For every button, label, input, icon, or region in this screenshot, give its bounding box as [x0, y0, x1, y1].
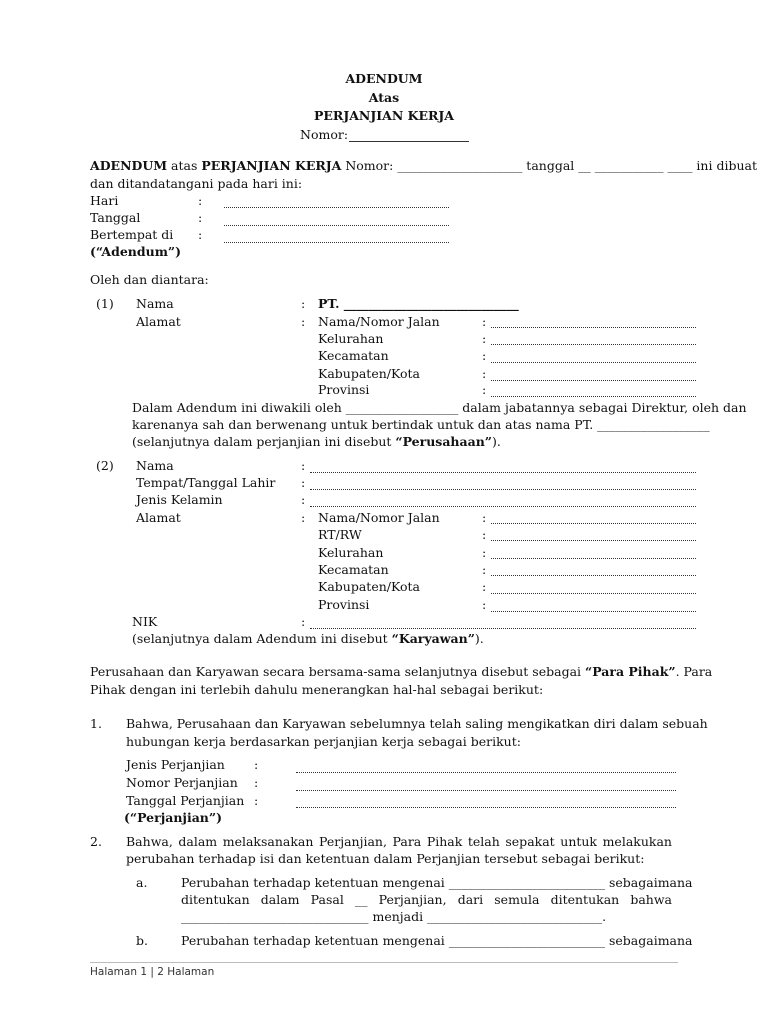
party2-kabupaten-field[interactable] — [491, 593, 696, 594]
party2-nik-field[interactable] — [310, 628, 696, 629]
colon: : — [301, 458, 306, 473]
nomor-label: Nomor: — [300, 127, 349, 142]
colon: : — [482, 382, 487, 397]
party1-paragraph-line-1: Dalam Adendum ini diwakili oleh __________________ dalam jabatannya sebagai Direktur, oleh dan — [132, 400, 747, 415]
intro-line-2: dan ditandatangani pada hari ini: — [90, 176, 303, 191]
jenis-perjanjian-field[interactable] — [296, 772, 676, 773]
party2-address-label: Kecamatan — [318, 562, 389, 577]
item1-field-label: Nomor Perjanjian — [126, 775, 238, 790]
colon: : — [482, 510, 487, 525]
tanggal-perjanjian-field[interactable] — [296, 807, 676, 808]
doc-atas: Atas — [368, 90, 400, 105]
party1-nama-label: Nama — [136, 296, 174, 311]
hari-field[interactable] — [224, 207, 449, 208]
party1-address-label: Kecamatan — [318, 348, 389, 363]
party2-field-label: Tempat/Tanggal Lahir — [136, 475, 276, 490]
colon: : — [482, 314, 487, 329]
colon: : — [482, 366, 487, 381]
colon: : — [301, 296, 306, 311]
para-pihak-line-1: Perusahaan dan Karyawan secara bersama-sama selanjutnya disebut sebagai “Para Pihak”. Para — [90, 664, 713, 679]
party2-alamat-label: Alamat — [136, 510, 181, 525]
party2-number: (2) — [96, 458, 114, 473]
party2-rtrw-field[interactable] — [491, 540, 696, 541]
party2-nama-field[interactable] — [310, 472, 696, 473]
party2-address-label: Kabupaten/Kota — [318, 579, 420, 594]
party1-paragraph-line-3: (selanjutnya dalam perjanjian ini disebut “Perusahaan”). — [132, 434, 501, 449]
party1-address-label: Nama/Nomor Jalan — [318, 314, 440, 329]
party2-jalan-field[interactable] — [491, 523, 696, 524]
party1-nama-value: PT. ____________________________ — [318, 296, 519, 311]
colon: : — [254, 775, 259, 790]
footer-divider — [90, 962, 678, 963]
doc-subtitle: PERJANJIAN KERJA — [314, 108, 454, 123]
nomor-perjanjian-field[interactable] — [296, 790, 676, 791]
adendum-defined: (“Adendum”) — [90, 244, 182, 259]
field-label-tanggal: Tanggal — [90, 210, 141, 225]
colon: : — [254, 793, 259, 808]
colon: : — [482, 597, 487, 612]
item-number: 1. — [90, 716, 102, 731]
subitem-letter: a. — [136, 875, 148, 890]
party2-field-label: Jenis Kelamin — [136, 492, 223, 507]
bertempat-field[interactable] — [224, 242, 449, 243]
field-colon: : — [198, 210, 203, 225]
colon: : — [301, 510, 306, 525]
field-colon: : — [198, 227, 203, 242]
party1-kabupaten-field[interactable] — [491, 380, 696, 381]
intro-line-1: ADENDUM atas PERJANJIAN KERJA Nomor: ____________________ tanggal __ ___________ ____ ini dibuat — [90, 158, 757, 173]
party1-provinsi-field[interactable] — [491, 396, 696, 397]
party2-nik-label: NIK — [132, 614, 158, 629]
field-colon: : — [198, 193, 203, 208]
party1-address-label: Provinsi — [318, 382, 370, 397]
item-number: 2. — [90, 834, 102, 849]
oleh-text: Oleh dan diantara: — [90, 272, 209, 287]
tanggal-field[interactable] — [224, 225, 449, 226]
nomor-blank[interactable] — [349, 141, 469, 142]
field-label-bertempat: Bertempat di — [90, 227, 174, 242]
party2-provinsi-field[interactable] — [491, 611, 696, 612]
party2-closing: (selanjutnya dalam Adendum ini disebut “Karyawan”). — [132, 631, 484, 646]
party2-address-label: Provinsi — [318, 597, 370, 612]
subitem-a-line-1: Perubahan terhadap ketentuan mengenai _________________________ sebagaimana — [181, 875, 693, 890]
para-pihak-line-2: Pihak dengan ini terlebih dahulu menerangkan hal-hal sebagai berikut: — [90, 682, 544, 697]
colon: : — [301, 492, 306, 507]
party2-kecamatan-field[interactable] — [491, 575, 696, 576]
party1-address-label: Kabupaten/Kota — [318, 366, 420, 381]
party1-jalan-field[interactable] — [491, 327, 696, 328]
party2-address-label: Kelurahan — [318, 545, 384, 560]
party1-address-label: Kelurahan — [318, 331, 384, 346]
subitem-a-line-2: ditentukan dalam Pasal __ Perjanjian, dari semula ditentukan bahwa — [181, 892, 672, 907]
party2-field-label: Nama — [136, 458, 174, 473]
party2-jenis-kelamin-field[interactable] — [310, 506, 696, 507]
subitem-b-line-1: Perubahan terhadap ketentuan mengenai _________________________ sebagaimana — [181, 933, 693, 948]
colon: : — [482, 331, 487, 346]
party1-kelurahan-field[interactable] — [491, 344, 696, 345]
colon: : — [482, 527, 487, 542]
page-footer: Halaman 1 | 2 Halaman — [90, 966, 215, 978]
colon: : — [482, 562, 487, 577]
subitem-a-line-3: ______________________________ menjadi ____________________________. — [181, 909, 607, 924]
party2-ttl-field[interactable] — [310, 489, 696, 490]
item2-line-1: Bahwa, dalam melaksanakan Perjanjian, Para Pihak telah sepakat untuk melakukan — [126, 834, 672, 849]
field-label-hari: Hari — [90, 193, 119, 208]
party1-alamat-label: Alamat — [136, 314, 181, 329]
item1-field-label: Jenis Perjanjian — [126, 757, 225, 772]
colon: : — [301, 475, 306, 490]
subitem-letter: b. — [136, 933, 148, 948]
colon: : — [482, 579, 487, 594]
party2-address-label: Nama/Nomor Jalan — [318, 510, 440, 525]
colon: : — [254, 757, 259, 772]
party1-number: (1) — [96, 296, 114, 311]
party2-kelurahan-field[interactable] — [491, 558, 696, 559]
item2-line-2: perubahan terhadap isi dan ketentuan dalam Perjanjian tersebut sebagai berikut: — [126, 851, 645, 866]
party2-address-label: RT/RW — [318, 527, 362, 542]
doc-title: ADENDUM — [345, 71, 423, 86]
item1-line-2: hubungan kerja berdasarkan perjanjian kerja sebagai berikut: — [126, 734, 521, 749]
perjanjian-defined: (“Perjanjian”) — [124, 810, 222, 825]
colon: : — [301, 614, 306, 629]
party1-kecamatan-field[interactable] — [491, 362, 696, 363]
colon: : — [301, 314, 306, 329]
colon: : — [482, 348, 487, 363]
item1-field-label: Tanggal Perjanjian — [126, 793, 245, 808]
party1-paragraph-line-2: karenanya sah dan berwenang untuk bertindak untuk dan atas nama PT. __________________ — [132, 417, 710, 432]
colon: : — [482, 545, 487, 560]
item1-line-1: Bahwa, Perusahaan dan Karyawan sebelumnya telah saling mengikatkan diri dalam sebuah — [126, 716, 708, 731]
